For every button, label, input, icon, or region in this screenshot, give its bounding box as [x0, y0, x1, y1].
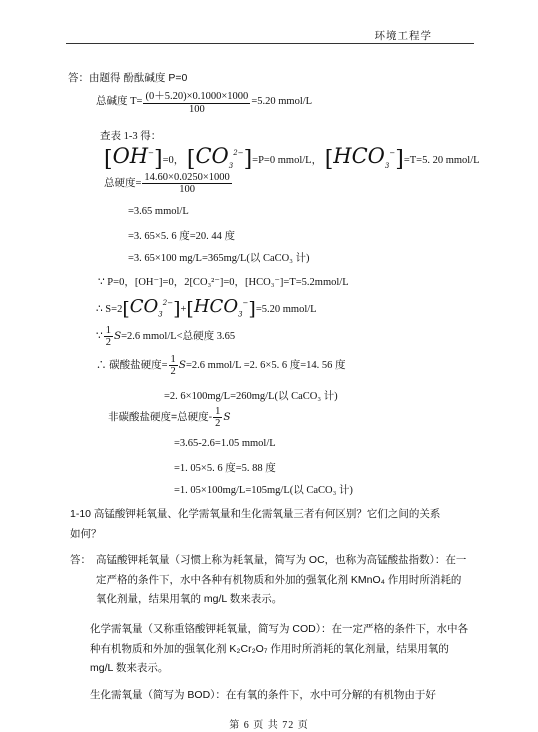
answer-2-prefix: 答：	[70, 554, 91, 566]
hardness-result-mmol: =3.65 mmol/L	[128, 206, 189, 217]
therefore-1-plus: +	[180, 304, 187, 315]
table-reference: 查表 1-3 得：	[100, 131, 162, 142]
ion-concentrations	[104, 144, 480, 172]
header-divider	[66, 43, 474, 44]
noncarbonate-result-degree: =1. 05×5. 6 度=5. 88 度	[174, 463, 276, 474]
hco3-ion-term: $[HCO_3^-]$	[324, 144, 404, 172]
question-line-1: 1-10 高锰酸钾耗氧量、化学需氧量和生化需氧量三者有何区别？它们之间的关系	[70, 508, 441, 520]
total-alkalinity-numerator: (0＋5.20)×0.1000×1000	[143, 88, 250, 104]
half-fraction: $\frac{1}{2}$	[105, 325, 111, 348]
noncarbonate-hardness-label: 非碳酸盐硬度=总硬度-	[108, 410, 213, 423]
hco3-ion-value: =T=5. 20 mmol/L	[403, 155, 480, 166]
half-fraction-2: $\frac{1}{2}$	[170, 354, 176, 377]
because-2-prefix: ∵	[96, 330, 103, 342]
carbonate-hardness-value: =2.6 mmol/L =2. 6×5. 6 度=14. 56 度	[186, 359, 346, 371]
total-alkalinity-equation	[96, 88, 312, 115]
half-fraction-3: $\frac{1}{2}$	[215, 406, 221, 429]
cod-definition-paragraph: 化学需氧量（又称重铬酸钾耗氧量，简写为 COD）：在一定严格的条件下，水中各种有机物质和外加的强氧化剂 K₂Cr₂O₇ 作用时所消耗的氧化剂量，结果用氧的 mg/L 数来表示。	[90, 623, 468, 674]
s-symbol-2: S	[178, 358, 186, 371]
oc-definition-paragraph: 高锰酸钾耗氧量（习惯上称为耗氧量，简写为 OC，也称为高锰酸盐指数）：在一定严格的条件下，水中各种有机物质和外加的强氧化剂 KMnO₄ 作用时所消耗的氧化剂量，结果用氧的 mg/L 数来表示。	[96, 554, 467, 605]
co3-ion-value: =P=0 mmol/L，	[252, 155, 323, 166]
total-hardness-denominator: 100	[179, 184, 195, 195]
oh-ion-term: [OH−]	[104, 144, 163, 172]
total-alkalinity-denominator: 100	[189, 104, 205, 115]
carbonate-hardness-label: ∴ 碳酸盐硬度=	[96, 359, 168, 371]
because-statement-2	[96, 325, 235, 348]
noncarbonate-hardness-equation	[108, 406, 231, 429]
therefore-statement-2	[96, 354, 346, 377]
noncarbonate-result-mmol: =3.65-2.6=1.05 mmol/L	[174, 438, 276, 449]
hardness-result-mgl: =3. 65×100 mg/L=365mg/L(以 CaCO₃ 计)	[128, 253, 310, 264]
question-line-2: 如何？	[70, 528, 102, 540]
page-footer: 第 6 页 共 72 页	[229, 720, 309, 731]
total-alkalinity-fraction	[143, 88, 250, 115]
hco3-term-2: $[HCO_3^-]$	[186, 296, 256, 320]
total-hardness-label: 总硬度=	[104, 177, 142, 189]
s-symbol: S	[113, 329, 122, 342]
s-symbol-3: S	[223, 410, 231, 423]
co3-ion-term: $[CO_3^{2-}]$	[186, 144, 253, 172]
therefore-1-value: =5.20 mmol/L	[255, 304, 317, 315]
because-2-value: =2.6 mmol/L<总硬度 3.65	[121, 330, 236, 342]
page-header-title: 环境工程学	[374, 31, 432, 42]
total-hardness-fraction	[142, 172, 231, 195]
co3-term-2: $[CO_3^{2-}]$	[122, 296, 181, 320]
carbonate-hardness-mgl: =2. 6×100mg/L=260mg/L(以 CaCO₃ 计)	[164, 391, 338, 402]
bod-definition-paragraph: 生化需氧量（简写为 BOD）：在有氧的条件下，水中可分解的有机物由于好	[90, 689, 436, 701]
total-alkalinity-result: =5.20 mmol/L	[251, 95, 313, 107]
total-alkalinity-label: 总碱度 T=	[96, 95, 143, 107]
oh-ion-value: =0，	[162, 155, 185, 166]
total-hardness-equation	[104, 172, 233, 195]
total-hardness-numerator: 14.60×0.0250×1000	[144, 172, 230, 183]
noncarbonate-result-mgl: =1. 05×100mg/L=105mg/L(以 CaCO₃ 计)	[174, 485, 353, 496]
answer-intro: 答：由题得 酚酞碱度 P=0	[68, 72, 188, 84]
because-statement-1: ∵ P=0，[OH⁻]=0，2[CO₃²⁻]=0，[HCO₃⁻]=T=5.2mmol/L	[98, 277, 349, 288]
hardness-result-degree: =3. 65×5. 6 度=20. 44 度	[128, 231, 236, 242]
therefore-1-prefix: ∴ S=2	[96, 304, 123, 315]
therefore-statement-1	[96, 296, 317, 320]
